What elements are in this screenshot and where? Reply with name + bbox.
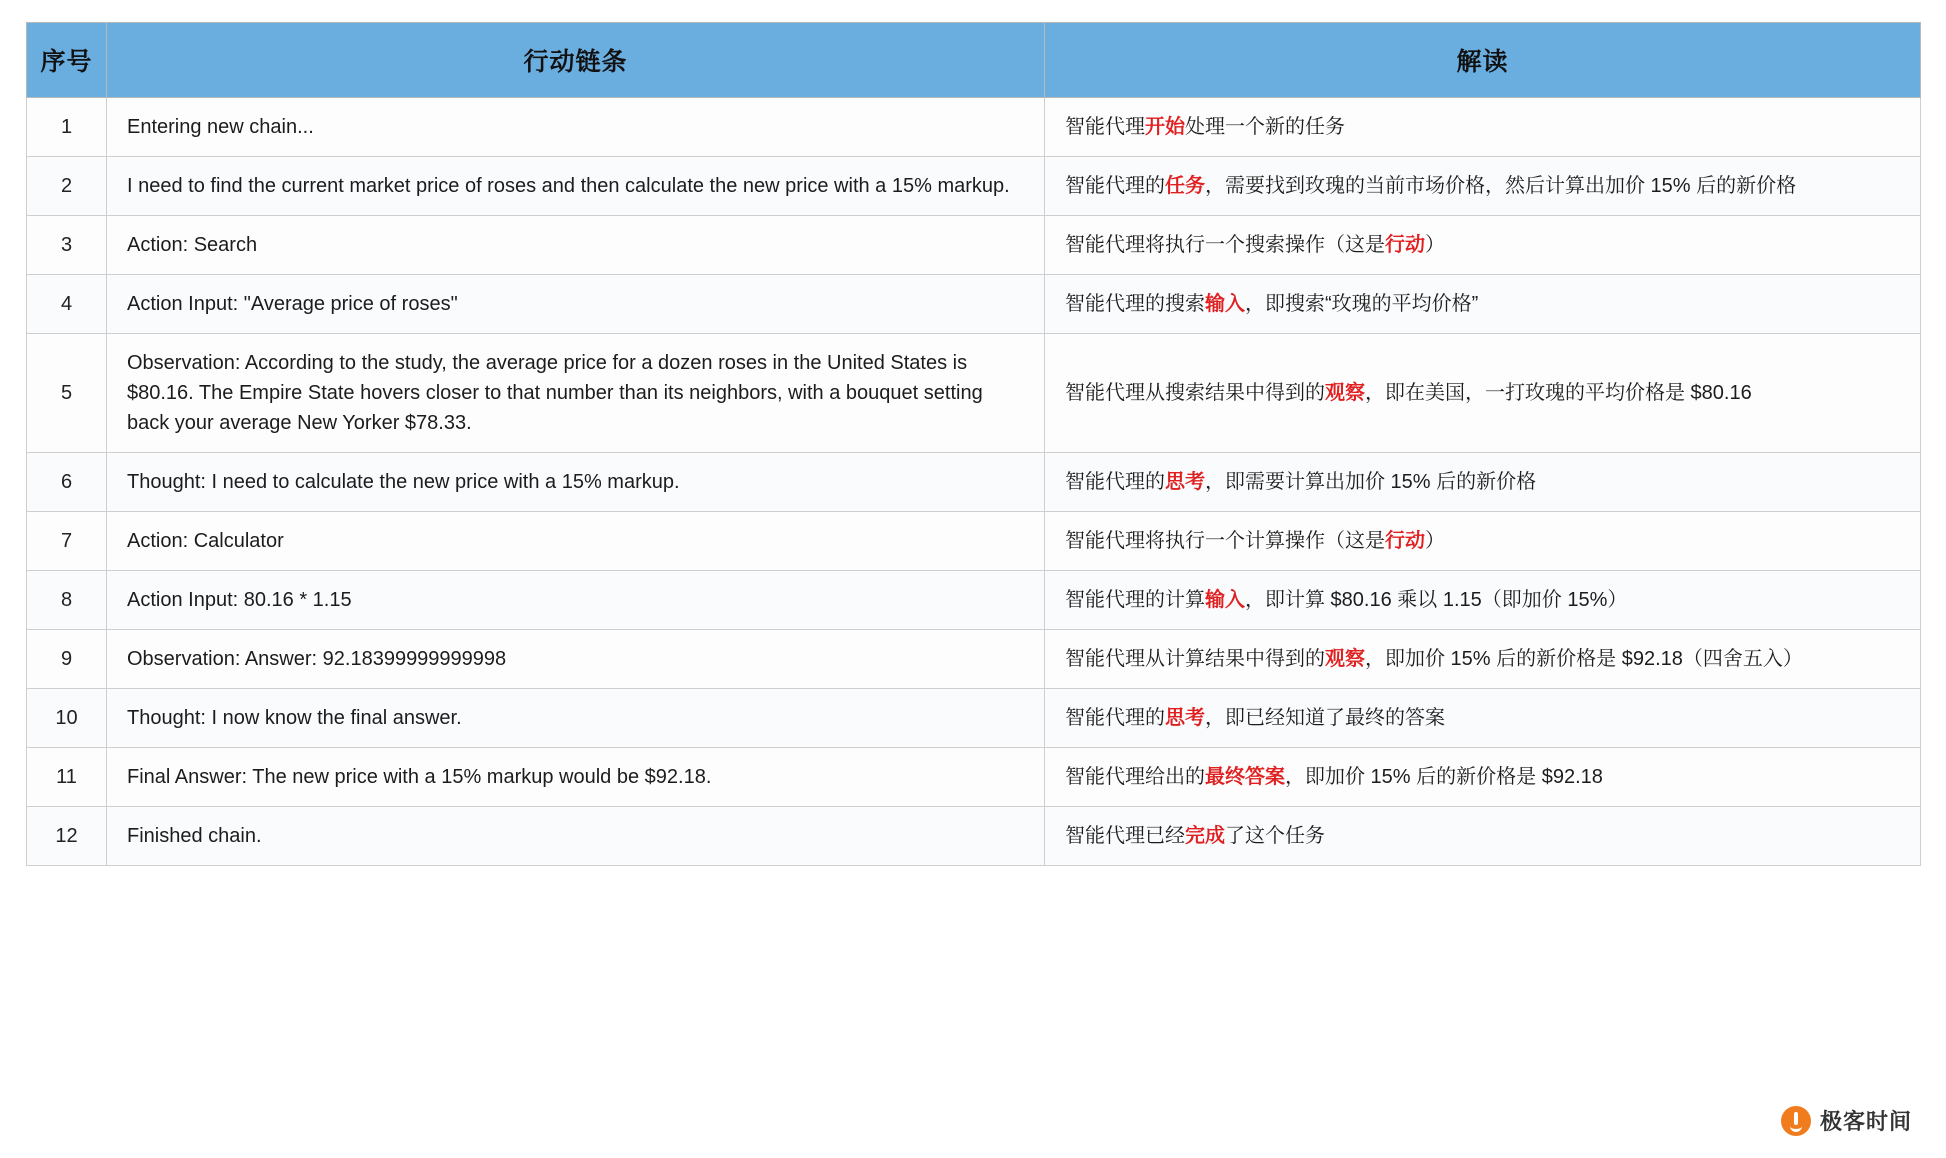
table-row: [27, 216, 1921, 275]
table-header-row: [27, 23, 1921, 98]
action-chain-table: [26, 22, 1921, 866]
cell-note: [1045, 98, 1921, 157]
table-row: [27, 98, 1921, 157]
cell-note: [1045, 334, 1921, 453]
note-suffix: ）: [1425, 530, 1445, 552]
table-row: [27, 571, 1921, 630]
note-suffix: ，即搜索“玫瑰的平均价格”: [1245, 293, 1479, 315]
note-highlight: 思考: [1165, 707, 1205, 729]
table-row: [27, 157, 1921, 216]
column-header-note: 解读: [1045, 23, 1921, 98]
cell-note: [1045, 512, 1921, 571]
table-row: [27, 807, 1921, 866]
table-header: [27, 23, 1921, 98]
cell-chain: Observation: Answer: 92.18399999999998: [107, 630, 1045, 689]
note-highlight: 任务: [1165, 175, 1205, 197]
table-row: [27, 748, 1921, 807]
cell-chain: Final Answer: The new price with a 15% markup would be $92.18.: [107, 748, 1045, 807]
cell-index: 10: [27, 689, 107, 748]
note-highlight: 开始: [1145, 116, 1185, 138]
cell-index: 6: [27, 453, 107, 512]
logo-text: 极客时间: [1819, 1109, 1912, 1134]
note-highlight: 行动: [1385, 530, 1425, 552]
cell-chain: I need to find the current market price of roses and then calculate the new price with a 15% markup.: [107, 157, 1045, 216]
note-suffix: ，即加价 15% 后的新价格是 $92.18: [1285, 766, 1603, 788]
note-prefix: 智能代理已经: [1065, 825, 1185, 847]
note-prefix: 智能代理将执行一个计算操作（这是: [1065, 530, 1385, 552]
note-prefix: 智能代理的: [1065, 175, 1165, 197]
cell-note: [1045, 157, 1921, 216]
cell-index: 9: [27, 630, 107, 689]
cell-chain: Entering new chain...: [107, 98, 1045, 157]
note-prefix: 智能代理从搜索结果中得到的: [1065, 382, 1325, 404]
note-highlight: 输入: [1205, 293, 1245, 315]
note-prefix: 智能代理给出的: [1065, 766, 1205, 788]
note-highlight: 观察: [1325, 382, 1365, 404]
table-row: [27, 453, 1921, 512]
cell-index: 4: [27, 275, 107, 334]
note-prefix: 智能代理的: [1065, 707, 1165, 729]
cell-chain: Action Input: 80.16 * 1.15: [107, 571, 1045, 630]
note-highlight: 完成: [1185, 825, 1225, 847]
geekbang-logo-icon: [1781, 1106, 1811, 1136]
cell-note: [1045, 216, 1921, 275]
cell-chain: Thought: I now know the final answer.: [107, 689, 1045, 748]
column-header-chain: 行动链条: [107, 23, 1045, 98]
note-highlight: 输入: [1205, 589, 1245, 611]
note-suffix: 了这个任务: [1225, 825, 1325, 847]
note-suffix: ，即加价 15% 后的新价格是 $92.18（四舍五入）: [1365, 648, 1803, 670]
note-suffix: ，即需要计算出加价 15% 后的新价格: [1205, 471, 1537, 493]
note-prefix: 智能代理从计算结果中得到的: [1065, 648, 1325, 670]
table-row: [27, 512, 1921, 571]
cell-index: 2: [27, 157, 107, 216]
cell-chain: Observation: According to the study, the average price for a dozen roses in the United States is $80.16. The Empire State hovers closer to that number than its neighbors, with a bouquet setting back your average New Yorker $78.33.: [107, 334, 1045, 453]
note-suffix: ，即在美国，一打玫瑰的平均价格是 $80.16: [1365, 382, 1752, 404]
cell-index: 8: [27, 571, 107, 630]
cell-note: [1045, 748, 1921, 807]
watermark-logo: [1781, 1105, 1912, 1136]
note-prefix: 智能代理将执行一个搜索操作（这是: [1065, 234, 1385, 256]
cell-index: 5: [27, 334, 107, 453]
note-highlight: 行动: [1385, 234, 1425, 256]
table-row: [27, 630, 1921, 689]
note-suffix: ，即已经知道了最终的答案: [1205, 707, 1445, 729]
cell-index: 11: [27, 748, 107, 807]
cell-chain: Action Input: "Average price of roses": [107, 275, 1045, 334]
cell-chain: Action: Calculator: [107, 512, 1045, 571]
note-suffix: ，需要找到玫瑰的当前市场价格，然后计算出加价 15% 后的新价格: [1205, 175, 1797, 197]
cell-note: [1045, 630, 1921, 689]
note-prefix: 智能代理的计算: [1065, 589, 1205, 611]
note-highlight: 最终答案: [1205, 766, 1285, 788]
cell-note: [1045, 275, 1921, 334]
cell-chain: Finished chain.: [107, 807, 1045, 866]
table-body: [27, 98, 1921, 866]
note-prefix: 智能代理: [1065, 116, 1145, 138]
table-row: [27, 689, 1921, 748]
cell-index: 1: [27, 98, 107, 157]
cell-chain: Action: Search: [107, 216, 1045, 275]
column-header-index: 序号: [27, 23, 107, 98]
note-highlight: 思考: [1165, 471, 1205, 493]
cell-index: 3: [27, 216, 107, 275]
note-suffix: ）: [1425, 234, 1445, 256]
note-prefix: 智能代理的: [1065, 471, 1165, 493]
cell-chain: Thought: I need to calculate the new price with a 15% markup.: [107, 453, 1045, 512]
table-row: [27, 334, 1921, 453]
cell-note: [1045, 689, 1921, 748]
note-suffix: ，即计算 $80.16 乘以 1.15（即加价 15%）: [1245, 589, 1628, 611]
note-prefix: 智能代理的搜索: [1065, 293, 1205, 315]
cell-note: [1045, 807, 1921, 866]
note-suffix: 处理一个新的任务: [1185, 116, 1345, 138]
cell-note: [1045, 453, 1921, 512]
table-row: [27, 275, 1921, 334]
cell-note: [1045, 571, 1921, 630]
cell-index: 7: [27, 512, 107, 571]
note-highlight: 观察: [1325, 648, 1365, 670]
cell-index: 12: [27, 807, 107, 866]
